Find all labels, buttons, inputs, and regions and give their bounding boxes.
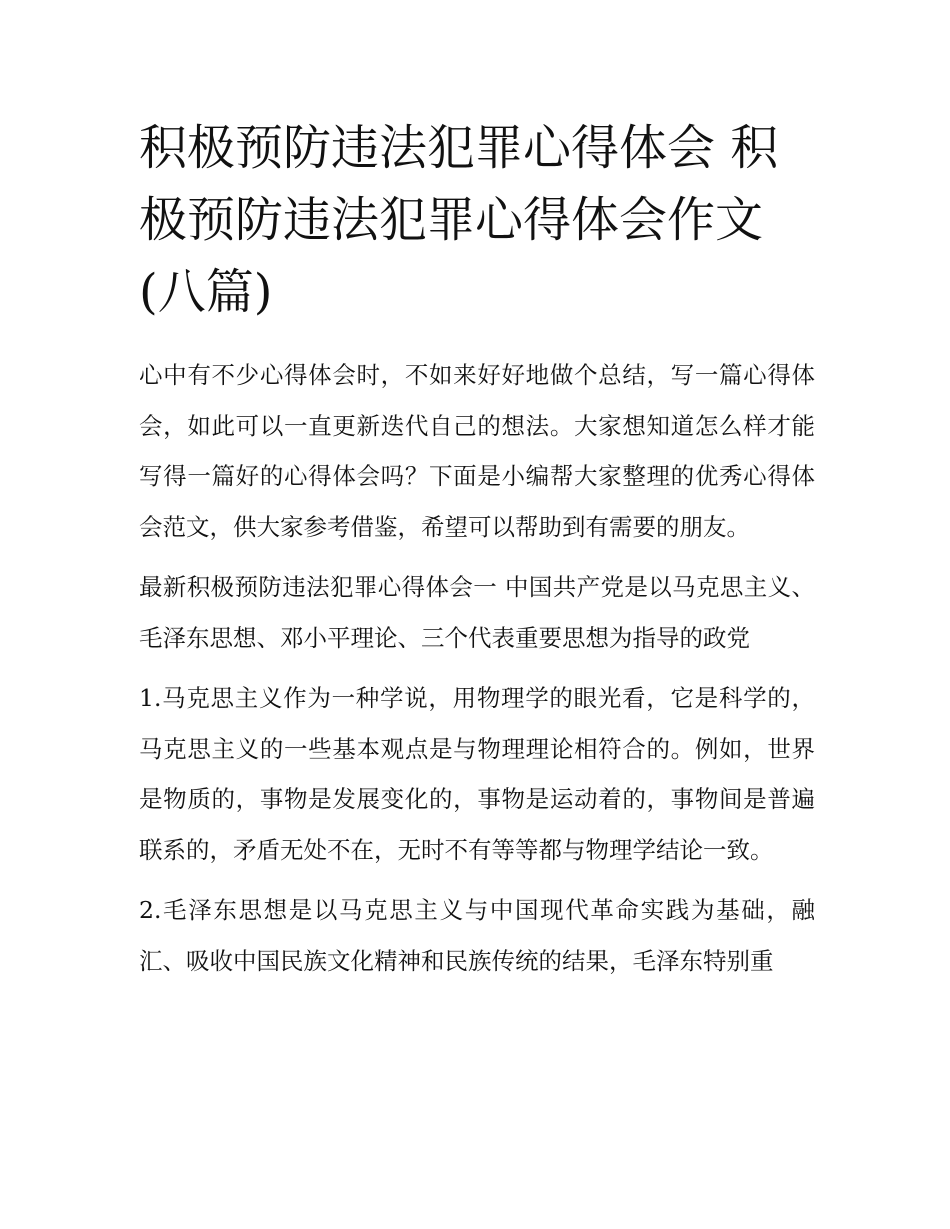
point-1-paragraph: 1.马克思主义作为一种学说，用物理学的眼光看，它是科学的，马克思主义的一些基本观点是与物理理论相符合的。例如，世界是物质的，事物是发展变化的，事物是运动着的，事物间是普遍联系的，矛盾无处不在，无时不有等等都与物理学结论一致。 xyxy=(139,684,815,864)
section-heading-paragraph: 最新积极预防违法犯罪心得体会一 中国共产党是以马克思主义、毛泽东思想、邓小平理论、三个代表重要思想为指导的政党 xyxy=(139,573,815,652)
point-2-paragraph: 2.毛泽东思想是以马克思主义与中国现代革命实践为基础，融汇、吸收中国民族文化精神和民族传统的结果，毛泽东特别重 xyxy=(139,896,815,975)
document-title: 积极预防违法犯罪心得体会 积极预防违法犯罪心得体会作文(八篇) xyxy=(139,120,779,320)
document-page xyxy=(139,112,815,986)
intro-paragraph: 心中有不少心得体会时，不如来好好地做个总结，写一篇心得体会，如此可以一直更新迭代自己的想法。大家想知道怎么样才能写得一篇好的心得体会吗？下面是小编帮大家整理的优秀心得体会范文，供大家参考借鉴，希望可以帮助到有需要的朋友。 xyxy=(139,361,815,541)
